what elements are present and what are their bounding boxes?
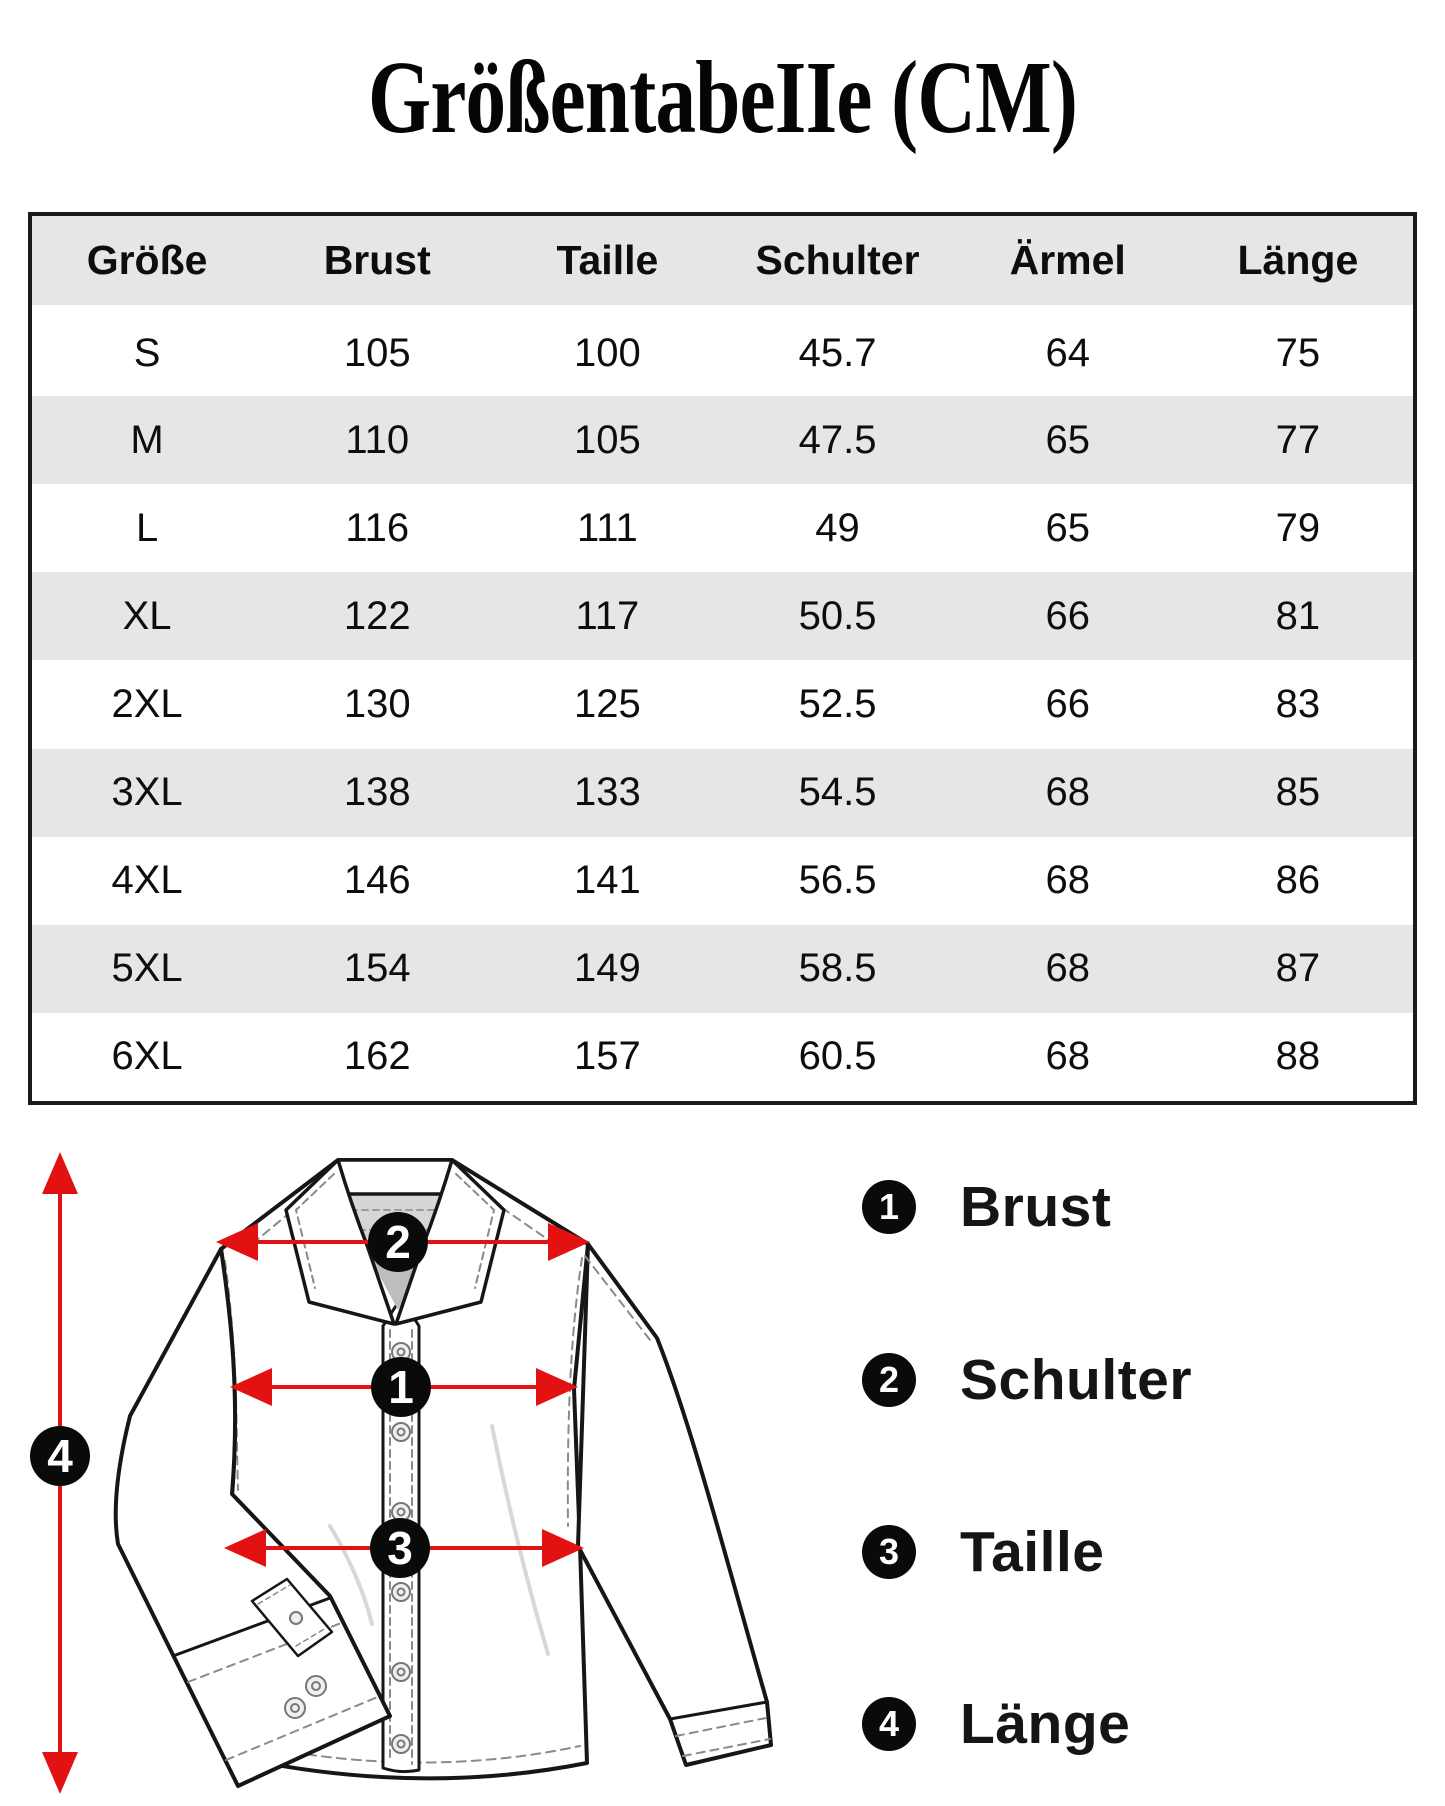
measurement-cell: 122	[343, 593, 411, 638]
measurement-cell: 68	[1045, 946, 1090, 991]
measurement-cell: 58.5	[798, 946, 877, 991]
col-header-groesse: Größe	[32, 216, 262, 308]
measurement-cell: 52.5	[798, 681, 877, 726]
right-sleeve	[578, 1244, 771, 1765]
measurement-cell: 86	[1275, 858, 1321, 903]
measurement-cell: 149	[574, 946, 641, 991]
measurement-cell: 77	[1275, 417, 1321, 462]
table-row-m	[32, 396, 1413, 484]
col-header-aermel: Ärmel	[953, 216, 1183, 308]
size-cell: 4XL	[111, 858, 183, 903]
svg-text:2: 2	[385, 1216, 411, 1268]
measurement-cell: 133	[574, 770, 641, 815]
legend-label-laenge: Länge	[960, 1692, 1131, 1756]
measurement-cell: 68	[1045, 770, 1090, 815]
measurement-cell: 116	[345, 505, 410, 550]
table-row-3xl	[32, 749, 1413, 837]
col-header-brust: Brust	[262, 216, 492, 308]
measurement-cell: 66	[1045, 593, 1090, 638]
arrowhead-up	[42, 1152, 78, 1194]
measurement-cell: 64	[1045, 331, 1090, 376]
measurement-cell: 141	[574, 858, 641, 903]
shirt-illustration	[116, 1160, 771, 1786]
measurement-cell: 85	[1275, 770, 1321, 815]
legend-marker-3: 3	[862, 1525, 916, 1579]
legend-label-schulter: Schulter	[960, 1348, 1193, 1412]
table-row-l	[32, 484, 1413, 572]
measurement-cell: 125	[574, 681, 641, 726]
legend-marker-1: 1	[862, 1180, 916, 1234]
measurement-cell: 83	[1275, 681, 1321, 726]
measurement-cell: 111	[576, 505, 638, 550]
measurement-cell: 105	[343, 331, 411, 376]
table-row-2xl	[32, 660, 1413, 748]
measurement-cell: 65	[1045, 505, 1090, 550]
measurement-cell: 56.5	[798, 858, 877, 903]
measurement-cell: 105	[574, 417, 641, 462]
shirt-measurement-diagram	[0, 1096, 800, 1806]
arrowhead-down	[42, 1752, 78, 1794]
legend-marker-2: 2	[862, 1353, 916, 1407]
size-cell: S	[133, 331, 161, 376]
marker-4	[30, 1426, 90, 1486]
col-header-laenge: Länge	[1183, 216, 1413, 308]
table-row-4xl	[32, 837, 1413, 925]
measurement-cell: 130	[343, 681, 411, 726]
measurement-cell: 110	[345, 417, 410, 462]
measurement-cell: 79	[1275, 505, 1321, 550]
svg-text:3: 3	[387, 1522, 413, 1574]
table-row-5xl	[32, 925, 1413, 1013]
measurement-cell: 50.5	[798, 593, 877, 638]
table-row-xl	[32, 572, 1413, 660]
measurement-cell: 66	[1045, 681, 1090, 726]
measurement-cell: 81	[1275, 593, 1321, 638]
legend-item-brust	[862, 1175, 1112, 1239]
table-row-6xl	[32, 1013, 1413, 1101]
legend-item-schulter	[862, 1348, 1193, 1412]
size-table	[32, 216, 1413, 1101]
measurement-cell: 60.5	[798, 1034, 877, 1079]
measurement-cell: 100	[574, 331, 641, 376]
page-title-text: GrößentabeIIe (CM)	[367, 40, 1078, 155]
marker-1	[371, 1357, 431, 1417]
legend-label-taille: Taille	[960, 1520, 1105, 1584]
measurement-cell: 117	[575, 593, 640, 638]
table-row-s	[32, 308, 1413, 396]
measurement-cell: 68	[1045, 858, 1090, 903]
page-title	[0, 38, 1445, 157]
measurement-cell: 45.7	[798, 331, 877, 376]
marker-3	[370, 1518, 430, 1578]
size-table-container	[28, 212, 1417, 1105]
measurement-cell: 54.5	[798, 770, 877, 815]
col-header-schulter: Schulter	[722, 216, 952, 308]
measurement-cell: 68	[1045, 1034, 1090, 1079]
measurement-cell: 49	[815, 505, 860, 550]
legend-marker-4: 4	[862, 1697, 916, 1751]
measurement-cell: 65	[1045, 417, 1090, 462]
measurement-cell: 154	[343, 946, 411, 991]
size-cell: 3XL	[111, 770, 183, 815]
col-header-taille: Taille	[492, 216, 722, 308]
measurement-cell: 47.5	[798, 417, 877, 462]
size-table-header	[32, 216, 1413, 308]
size-table-body	[32, 308, 1413, 1101]
measurement-diagram-section	[0, 1096, 1445, 1806]
size-cell: XL	[122, 593, 172, 638]
header-row	[32, 216, 1413, 308]
measurement-cell: 88	[1275, 1034, 1321, 1079]
size-cell: L	[135, 505, 159, 550]
marker-2	[368, 1212, 428, 1272]
size-cell: 6XL	[111, 1034, 183, 1079]
size-cell: 5XL	[111, 946, 183, 991]
svg-text:4: 4	[47, 1430, 73, 1482]
measurement-cell: 146	[343, 858, 411, 903]
measurement-cell: 75	[1275, 331, 1321, 376]
measurement-cell: 87	[1275, 946, 1321, 991]
size-cell: 2XL	[111, 681, 183, 726]
measurement-cell: 138	[343, 770, 411, 815]
measurement-cell: 157	[574, 1034, 641, 1079]
svg-text:1: 1	[388, 1361, 414, 1413]
legend-item-taille	[862, 1520, 1105, 1584]
legend-label-brust: Brust	[960, 1175, 1112, 1239]
measurement-cell: 162	[343, 1034, 411, 1079]
legend-item-laenge	[862, 1692, 1131, 1756]
size-cell: M	[130, 417, 164, 462]
